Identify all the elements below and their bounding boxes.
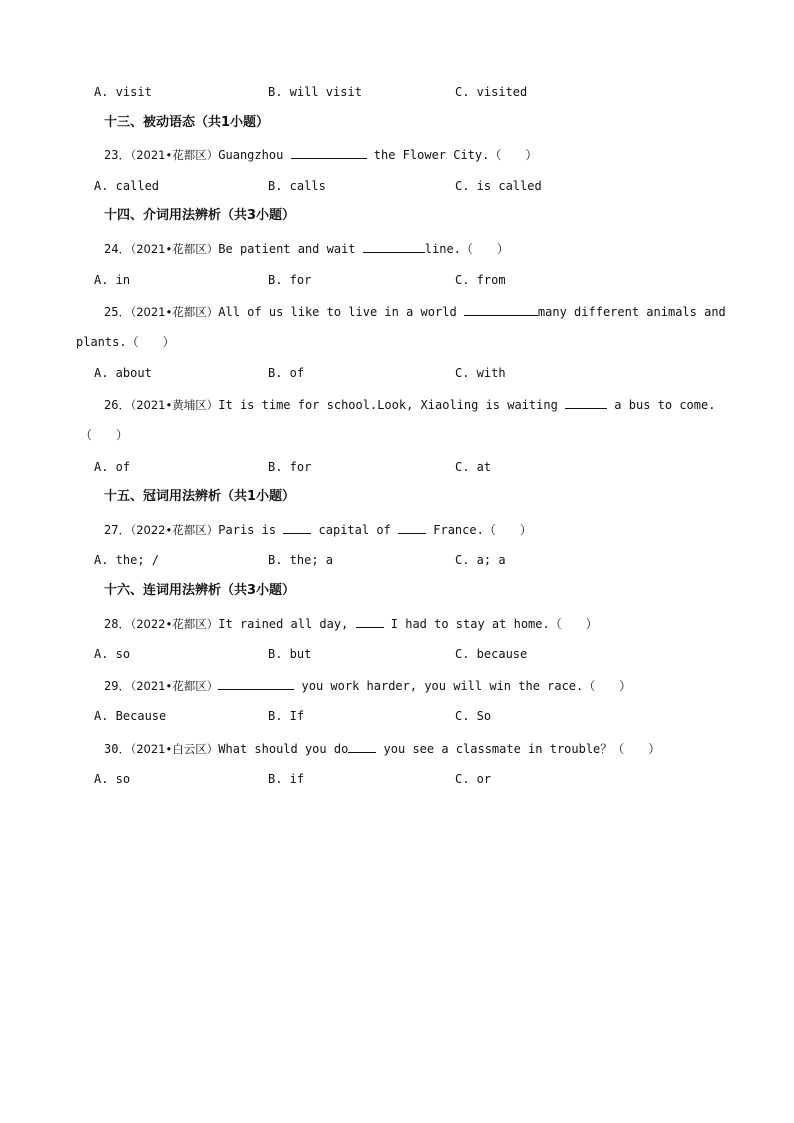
q22-option-b: B. will visit: [268, 85, 362, 99]
q22-option-c: C. visited: [455, 85, 528, 99]
section-heading-articles: 十五、冠词用法辨析（共1小题）: [104, 489, 296, 504]
q25-option-b: B. of: [268, 366, 305, 380]
answer-blank: [283, 521, 311, 534]
question-text: Be patient and wait: [218, 242, 356, 256]
answer-blank: [356, 615, 384, 628]
q26-option-a: A. of: [94, 460, 131, 474]
question-text: What should you do: [218, 742, 349, 756]
answer-blank: [464, 303, 538, 316]
q25-option-c: C. with: [455, 366, 506, 380]
section-heading-passive-voice: 十三、被动语态（共1小题）: [104, 115, 270, 130]
question-text: I had to stay at home.（ ）: [390, 617, 598, 631]
q24-option-b: B. for: [268, 273, 312, 287]
question-source: （2021•白云区）: [130, 742, 219, 756]
section-heading-conjunctions: 十六、连词用法辨析（共3小题）: [104, 583, 296, 598]
question-source: （2021•花都区）: [130, 305, 219, 319]
question-number: 24．: [104, 242, 131, 256]
question-number: 23．: [104, 148, 131, 162]
question-27: [104, 521, 532, 538]
question-source: （2021•黄埔区）: [130, 398, 219, 412]
q23-option-c: C. is called: [455, 179, 542, 193]
q29-option-c: C. So: [455, 709, 492, 723]
question-28: [104, 615, 598, 632]
question-text: It is time for school.Look, Xiaoling is waiting: [218, 398, 558, 412]
question-text: a bus to come.: [614, 398, 716, 412]
question-text: you see a classmate in trouble？（ ）: [383, 742, 661, 756]
question-30: [104, 740, 660, 757]
question-25: [104, 303, 726, 320]
q28-option-c: C. because: [455, 647, 528, 661]
question-number: 27．: [104, 523, 131, 537]
q29-option-b: B. If: [268, 709, 305, 723]
question-text: you work harder, you will win the race.（ ）: [301, 679, 632, 693]
q30-option-c: C. or: [455, 772, 492, 786]
q30-option-a: A. so: [94, 772, 131, 786]
question-23: [104, 146, 537, 163]
answer-blank: [565, 396, 607, 409]
answer-blank: [291, 146, 367, 159]
q28-option-b: B. but: [268, 647, 312, 661]
answer-blank: [218, 677, 294, 690]
question-source: （2021•花都区）: [130, 679, 219, 693]
q27-option-a: A. the; /: [94, 553, 160, 567]
question-text: All of us like to live in a world: [218, 305, 457, 319]
question-number: 29．: [104, 679, 131, 693]
question-number: 25．: [104, 305, 131, 319]
question-number: 26．: [104, 398, 131, 412]
question-source: （2022•花都区）: [130, 523, 219, 537]
question-source: （2021•花都区）: [130, 148, 219, 162]
question-text: capital of: [318, 523, 391, 537]
question-24: [104, 240, 509, 257]
question-number: 30．: [104, 742, 131, 756]
q29-option-a: A. Because: [94, 709, 167, 723]
question-text: It rained all day,: [218, 617, 349, 631]
question-text: line.（ ）: [424, 242, 509, 256]
question-text: many different animals and: [537, 305, 726, 319]
question-29: [104, 677, 631, 694]
q24-option-c: C. from: [455, 273, 506, 287]
question-26-continuation: （ ）: [80, 428, 129, 442]
question-source: （2021•花都区）: [130, 242, 219, 256]
question-text: Paris is: [218, 523, 277, 537]
question-26: [104, 396, 715, 413]
q30-option-b: B. if: [268, 772, 305, 786]
q25-option-a: A. about: [94, 366, 152, 380]
q23-option-a: A. called: [94, 179, 160, 193]
question-25-continuation: plants.（ ）: [76, 335, 175, 349]
q28-option-a: A. so: [94, 647, 131, 661]
answer-blank: [348, 740, 376, 753]
question-text: Guangzhou: [218, 148, 284, 162]
q27-option-b: B. the; a: [268, 553, 334, 567]
q26-option-b: B. for: [268, 460, 312, 474]
question-text: the Flower City.（ ）: [373, 148, 538, 162]
q23-option-b: B. calls: [268, 179, 326, 193]
q22-option-a: A. visit: [94, 85, 152, 99]
q26-option-c: C. at: [455, 460, 492, 474]
section-heading-prepositions: 十四、介词用法辨析（共3小题）: [104, 208, 296, 223]
question-source: （2022•花都区）: [130, 617, 219, 631]
answer-blank: [398, 521, 426, 534]
q27-option-c: C. a; a: [455, 553, 506, 567]
answer-blank: [363, 240, 425, 253]
question-text: France.（ ）: [433, 523, 532, 537]
question-number: 28．: [104, 617, 131, 631]
q24-option-a: A. in: [94, 273, 131, 287]
